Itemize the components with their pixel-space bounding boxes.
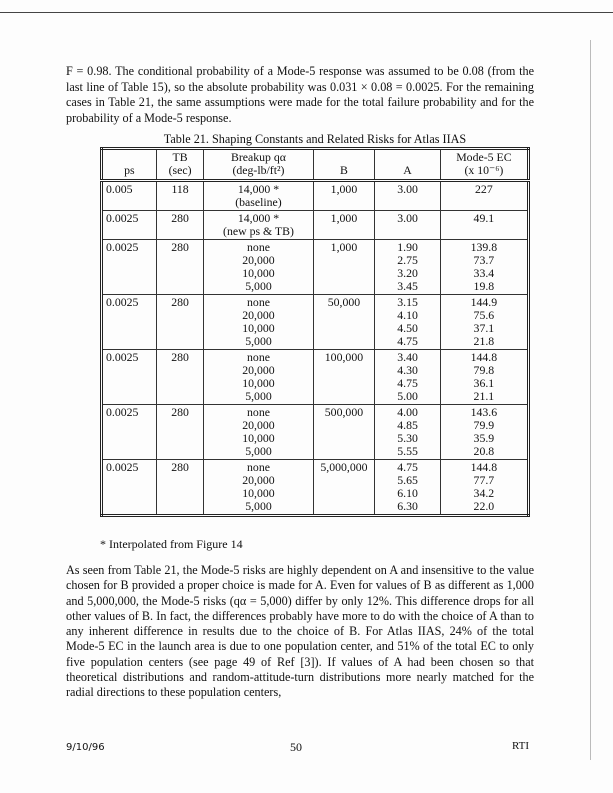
table-body — [102, 181, 529, 516]
cell-b: 5,000,000 — [313, 460, 375, 516]
table-footnote: * Interpolated from Figure 14 — [100, 537, 243, 551]
table-row — [102, 295, 529, 350]
paragraph-1: F = 0.98. The conditional probability of a Mode-5 response was assumed to be 0.08 (from the last line of Table 15), so the absolute probability was 0.031 × 0.08 = 0.0025. For the remaining cases in Table 21, the same assumptions were made for the total failure probability and for the probability of a Mode-5 response. — [66, 64, 534, 125]
table-row — [102, 181, 529, 211]
cell-tb: 280 — [156, 295, 204, 350]
header-tb: TB (sec) — [156, 149, 204, 181]
cell-breakup-q-alpha: none 20,000 10,000 5,000 — [204, 350, 313, 405]
cell-a: 4.75 5.65 6.10 6.30 — [375, 460, 440, 516]
cell-tb: 118 — [156, 181, 204, 211]
cell-breakup-q-alpha: none 20,000 10,000 5,000 — [204, 405, 313, 460]
cell-a: 3.15 4.10 4.50 4.75 — [375, 295, 440, 350]
footer-date: 9/10/96 — [66, 742, 105, 753]
header-a: A — [375, 149, 440, 181]
cell-a: 3.40 4.30 4.75 5.00 — [375, 350, 440, 405]
side-rule — [590, 40, 591, 760]
cell-b: 50,000 — [313, 295, 375, 350]
table-row — [102, 460, 529, 516]
cell-tb: 280 — [156, 240, 204, 295]
cell-breakup-q-alpha: 14,000 * (new ps & TB) — [204, 211, 313, 240]
cell-ps: 0.0025 — [102, 295, 157, 350]
table-caption: Table 21. Shaping Constants and Related Risks for Atlas IIAS — [163, 132, 467, 146]
cell-mode5-ec: 144.9 75.6 37.1 21.8 — [440, 295, 528, 350]
footer-organization: RTI — [512, 740, 530, 752]
cell-tb: 280 — [156, 350, 204, 405]
cell-ps: 0.0025 — [102, 240, 157, 295]
cell-ps: 0.0025 — [102, 405, 157, 460]
table-row — [102, 350, 529, 405]
cell-mode5-ec: 144.8 79.8 36.1 21.1 — [440, 350, 528, 405]
cell-b: 100,000 — [313, 350, 375, 405]
cell-a: 4.00 4.85 5.30 5.55 — [375, 405, 440, 460]
cell-b: 1,000 — [313, 240, 375, 295]
cell-breakup-q-alpha: 14,000 * (baseline) — [204, 181, 313, 211]
cell-ps: 0.0025 — [102, 350, 157, 405]
table-row — [102, 405, 529, 460]
table-row — [102, 240, 529, 295]
cell-ps: 0.005 — [102, 181, 157, 211]
cell-mode5-ec: 227 — [440, 181, 528, 211]
header-ps: ps — [102, 149, 157, 181]
cell-tb: 280 — [156, 211, 204, 240]
header-b: B — [313, 149, 375, 181]
cell-b: 1,000 — [313, 211, 375, 240]
shaping-constants-table — [100, 147, 530, 517]
cell-breakup-q-alpha: none 20,000 10,000 5,000 — [204, 240, 313, 295]
cell-b: 500,000 — [313, 405, 375, 460]
header-breakup-q-alpha: Breakup qα (deg-lb/ft²) — [204, 149, 313, 181]
top-rule — [0, 12, 613, 13]
cell-breakup-q-alpha: none 20,000 10,000 5,000 — [204, 460, 313, 516]
cell-mode5-ec: 139.8 73.7 33.4 19.8 — [440, 240, 528, 295]
cell-b: 1,000 — [313, 181, 375, 211]
cell-tb: 280 — [156, 405, 204, 460]
cell-ps: 0.0025 — [102, 460, 157, 516]
cell-a: 3.00 — [375, 181, 440, 211]
cell-ps: 0.0025 — [102, 211, 157, 240]
cell-a: 1.90 2.75 3.20 3.45 — [375, 240, 440, 295]
cell-mode5-ec: 143.6 79.9 35.9 20.8 — [440, 405, 528, 460]
cell-mode5-ec: 144.8 77.7 34.2 22.0 — [440, 460, 528, 516]
footer-page-number: 50 — [290, 740, 302, 754]
cell-breakup-q-alpha: none 20,000 10,000 5,000 — [204, 295, 313, 350]
table-row — [102, 211, 529, 240]
cell-mode5-ec: 49.1 — [440, 211, 528, 240]
header-mode5-ec: Mode-5 EC (x 10⁻⁶) — [440, 149, 528, 181]
table-header-row — [102, 149, 529, 181]
cell-a: 3.00 — [375, 211, 440, 240]
cell-tb: 280 — [156, 460, 204, 516]
paragraph-2: As seen from Table 21, the Mode-5 risks are highly dependent on A and insensitive to the value chosen for B provided a proper choice is made for A. Even for values of B as different as 1,000 and 5,000,000, the Mode-5 risks (qα = 5,000) differ by only 12%. This difference drops for all other values of B. In fact, the differences probably have more to do with the choice of A than to any inherent difference in results due to the choice of B. For Atlas IIAS, 24% of the total Mode-5 EC in the launch area is due to one population center, and 51% of the total EC to only five population centers (see page 49 of Ref [3]). If values of A had been chosen so that theoretical distributions and random-attitude-turn distributions more nearly matched for the radial directions to these population centers, — [66, 563, 534, 700]
